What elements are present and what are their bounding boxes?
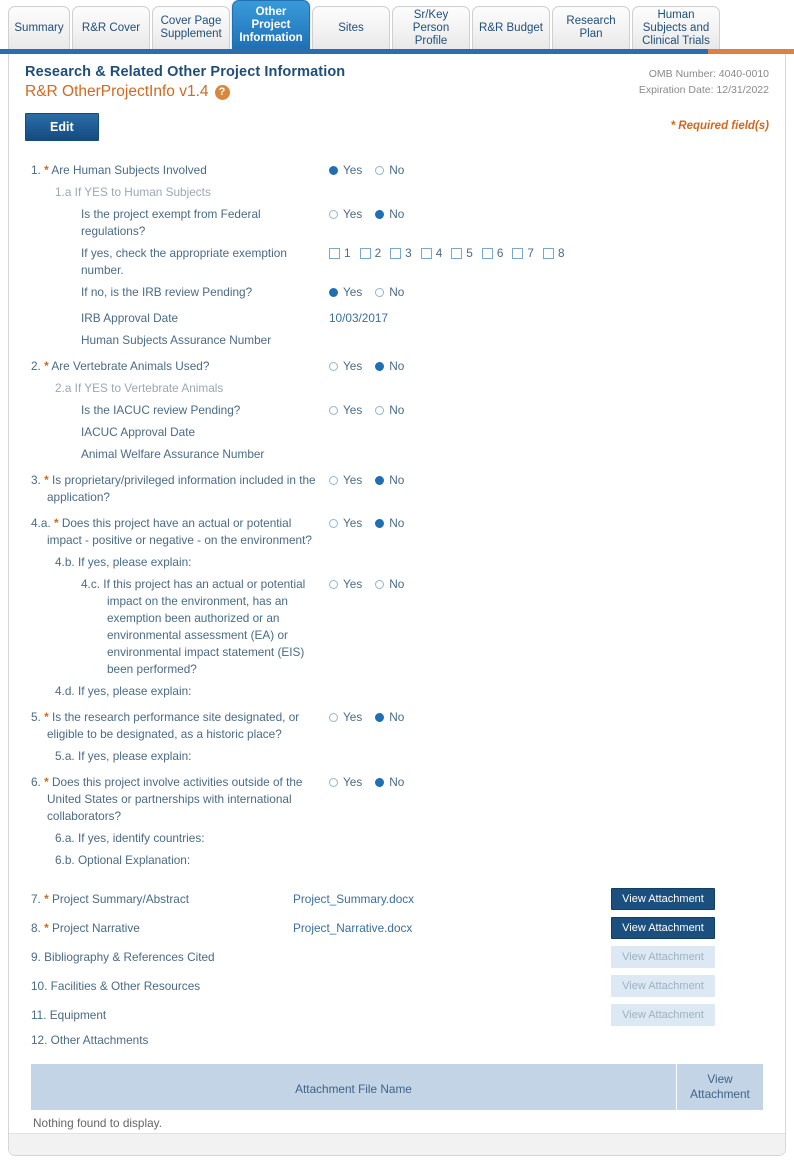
radio-group-iacuc [329, 402, 771, 419]
radio-dot-icon [375, 519, 384, 528]
checkbox-label: 6 [496, 246, 504, 260]
radio-dot-icon [329, 519, 338, 528]
question-4d-label: 4.d. If yes, please explain: [55, 684, 192, 698]
tab-label: R&R Budget [479, 21, 543, 34]
edit-button[interactable]: Edit [25, 113, 99, 141]
tab-label: Research Plan [566, 15, 616, 40]
question-row-animal-welfare [23, 446, 771, 463]
tab-label: Sr/Key Person Profile [412, 8, 450, 47]
radio-dot-icon [375, 476, 384, 485]
column-header-file-name[interactable]: Attachment File Name [31, 1064, 677, 1110]
question-row-exemption-numbers [23, 245, 771, 279]
question-row-5 [23, 709, 771, 743]
attachment-10-label: 10. Facilities & Other Resources [31, 979, 201, 993]
attachment-7-label: 7. * Project Summary/Abstract [31, 892, 190, 906]
checkbox-icon [451, 248, 462, 259]
iacuc-pending-control [321, 402, 771, 419]
checkbox-label: 8 [557, 246, 565, 260]
radio-iacuc-no[interactable] [375, 402, 404, 419]
radio-dot-icon [329, 166, 338, 175]
view-attachment-button-7[interactable]: View Attachment [611, 888, 715, 910]
radio-q3-yes[interactable] [329, 472, 362, 489]
checkbox-exemption-6[interactable] [482, 245, 504, 262]
radio-q6-yes[interactable] [329, 774, 362, 791]
radio-group-q3 [329, 472, 771, 489]
radio-dot-icon [329, 210, 338, 219]
radio-label: Yes [343, 207, 363, 221]
radio-q6-no[interactable] [375, 774, 404, 791]
question-4a-control [321, 515, 771, 532]
attachment-row-10 [23, 972, 771, 1000]
radio-label: No [389, 775, 405, 789]
question-6-label: 6. * Does this project involve activities outside of the United States or partnerships with international collaborators? [31, 775, 303, 823]
radio-q1-yes[interactable] [329, 162, 362, 179]
form-body [9, 141, 785, 1130]
question-row-2 [23, 358, 771, 375]
attachment-7-file[interactable]: Project_Summary.docx [293, 892, 415, 906]
radio-label: No [389, 577, 405, 591]
checkbox-icon [329, 248, 340, 259]
question-4c-control [321, 576, 771, 593]
tab-label: Other Project Information [239, 5, 303, 44]
checkbox-icon [512, 248, 523, 259]
checkbox-icon [482, 248, 493, 259]
rule-blue-segment [0, 49, 708, 54]
question-row-6b [23, 852, 771, 869]
question-2a-label: 2.a If YES to Vertebrate Animals [55, 381, 224, 395]
question-row-1 [23, 162, 771, 179]
checkbox-group-exemption [329, 245, 771, 262]
radio-q4c-no[interactable] [375, 576, 404, 593]
radio-label: Yes [343, 285, 363, 299]
attachment-11-label: 11. Equipment [31, 1008, 107, 1022]
checkbox-label: 4 [435, 246, 443, 260]
irb-approval-date-label: IRB Approval Date [81, 311, 179, 325]
tab-label: Cover Page Supplement [160, 15, 222, 40]
checkbox-icon [421, 248, 432, 259]
radio-dot-icon [375, 362, 384, 371]
radio-dot-icon [329, 778, 338, 787]
view-attachment-button-8[interactable]: View Attachment [611, 917, 715, 939]
question-row-5a [23, 748, 771, 765]
radio-label: No [389, 207, 405, 221]
radio-label: No [389, 163, 405, 177]
checkbox-icon [390, 248, 401, 259]
checkbox-exemption-8[interactable] [543, 245, 565, 262]
radio-irb-yes[interactable] [329, 284, 362, 301]
iacuc-pending-label: Is the IACUC review Pending? [81, 403, 241, 417]
radio-dot-icon [329, 362, 338, 371]
question-row-6 [23, 774, 771, 825]
question-row-6a [23, 830, 771, 847]
radio-group-q2 [329, 358, 771, 375]
checkbox-label: 3 [405, 246, 412, 260]
radio-q5-no[interactable] [375, 709, 404, 726]
attachment-9-label: 9. Bibliography & References Cited [31, 950, 215, 964]
omb-number: OMB Number: 4040-0010 [648, 68, 769, 80]
checkbox-label: 2 [374, 246, 382, 260]
view-attachment-button-9: View Attachment [611, 946, 715, 968]
radio-q3-no[interactable] [375, 472, 404, 489]
tab-sr-key-person-profile[interactable] [392, 6, 470, 50]
radio-q1-no[interactable] [375, 162, 404, 179]
radio-dot-icon [375, 166, 384, 175]
iacuc-approval-date-label: IACUC Approval Date [81, 425, 196, 439]
tab-label: Sites [338, 21, 364, 34]
checkbox-exemption-3[interactable] [390, 245, 412, 262]
question-row-iacuc-pending [23, 402, 771, 419]
tab-sites[interactable] [312, 6, 390, 50]
radio-dot-icon [329, 713, 338, 722]
question-row-1a [23, 184, 771, 201]
question-2-label: 2. * Are Vertebrate Animals Used? [31, 359, 210, 373]
checkbox-label: 1 [344, 246, 351, 260]
radio-dot-icon [375, 210, 384, 219]
attachment-row-8 [23, 914, 771, 942]
human-subjects-assurance-label: Human Subjects Assurance Number [81, 333, 272, 347]
view-attachment-button-10: View Attachment [611, 975, 715, 997]
expiration-date: Expiration Date: 12/31/2022 [638, 84, 769, 96]
question-4b-label: 4.b. If yes, please explain: [55, 555, 192, 569]
radio-group-q4c [329, 576, 771, 593]
animal-welfare-assurance-label: Animal Welfare Assurance Number [81, 447, 265, 461]
question-row-irb-date [23, 310, 771, 327]
question-5a-label: 5.a. If yes, please explain: [55, 749, 192, 763]
tab-rr-budget[interactable] [472, 6, 550, 50]
radio-exempt-yes[interactable] [329, 206, 362, 223]
radio-exempt-no[interactable] [375, 206, 404, 223]
question-row-3 [23, 472, 771, 506]
checkbox-icon [543, 248, 554, 259]
question-row-4d [23, 683, 771, 700]
omb-info [639, 66, 769, 98]
radio-dot-icon [375, 713, 384, 722]
attachments-spacer [23, 871, 771, 885]
checkbox-exemption-2[interactable] [360, 245, 382, 262]
attachment-row-11 [23, 1001, 771, 1029]
question-1a-label: 1.a If YES to Human Subjects [55, 185, 211, 199]
radio-label: No [389, 473, 405, 487]
attachment-8-label: 8. * Project Narrative [31, 921, 140, 935]
radio-label: Yes [343, 775, 363, 789]
question-row-irb-pending [23, 284, 771, 301]
tab-underline-rule [0, 49, 794, 54]
radio-label: Yes [343, 163, 363, 177]
radio-q4a-no[interactable] [375, 515, 404, 532]
radio-dot-icon [329, 476, 338, 485]
radio-label: No [389, 516, 405, 530]
checkbox-label: 7 [527, 246, 534, 260]
radio-iacuc-yes[interactable] [329, 402, 362, 419]
radio-label: Yes [343, 403, 363, 417]
question-6-control [321, 774, 771, 791]
form-panel [8, 50, 786, 1156]
checkbox-exemption-1[interactable] [329, 245, 351, 262]
radio-dot-icon [329, 580, 338, 589]
exempt-label: Is the project exempt from Federal regulations? [81, 207, 261, 238]
question-row-exempt [23, 206, 771, 240]
exemption-number-label: If yes, check the appropriate exemption number. [81, 246, 287, 277]
radio-group-q1 [329, 162, 771, 179]
rule-orange-segment [708, 49, 794, 54]
attachment-row-7 [23, 885, 771, 913]
form-name-text: R&R OtherProjectInfo v1.4 [25, 83, 209, 100]
checkbox-exemption-4[interactable] [421, 245, 443, 262]
column-header-view-attachment: View Attachment [690, 1072, 750, 1101]
radio-dot-icon [375, 406, 384, 415]
page-title: Research & Related Other Project Information [25, 64, 346, 80]
question-6a-label: 6.a. If yes, identify countries: [55, 831, 205, 845]
radio-dot-icon [329, 406, 338, 415]
radio-group-q6 [329, 774, 771, 791]
tab-label: Summary [14, 21, 64, 34]
question-row-4b [23, 554, 771, 571]
exempt-control [321, 206, 771, 223]
question-row-iacuc-date [23, 424, 771, 441]
radio-group-exempt [329, 206, 771, 223]
radio-label: Yes [343, 577, 363, 591]
radio-dot-icon [375, 580, 384, 589]
radio-label: No [389, 285, 405, 299]
question-2-control [321, 358, 771, 375]
attachment-row-12 [23, 1030, 771, 1050]
radio-label: Yes [343, 710, 363, 724]
question-5-control [321, 709, 771, 726]
tab-label: Human Subjects and Clinical Trials [642, 8, 710, 47]
radio-group-q4a [329, 515, 771, 532]
attachments-table [31, 1064, 763, 1130]
question-row-hs-assurance [23, 332, 771, 349]
attachment-12-label: 12. Other Attachments [31, 1033, 149, 1047]
radio-group-irb [329, 284, 771, 301]
question-1-label: 1. * Are Human Subjects Involved [31, 163, 207, 177]
irb-pending-label: If no, is the IRB review Pending? [81, 285, 253, 299]
tab-cover-page-supplement[interactable] [152, 6, 230, 50]
radio-q4a-yes[interactable] [329, 515, 362, 532]
question-3-control [321, 472, 771, 489]
view-attachment-button-11: View Attachment [611, 1004, 715, 1026]
radio-q2-yes[interactable] [329, 358, 362, 375]
question-row-4a [23, 515, 771, 549]
checkbox-exemption-5[interactable] [451, 245, 473, 262]
tab-summary[interactable] [8, 6, 70, 50]
radio-dot-icon [375, 778, 384, 787]
question-1-control [321, 162, 771, 179]
table-empty-message: Nothing found to display. [33, 1116, 162, 1130]
required-fields-note: * Required field(s) [670, 120, 769, 132]
tab-label: R&R Cover [81, 21, 141, 34]
help-icon[interactable]: ? [215, 85, 230, 100]
attachment-row-9 [23, 943, 771, 971]
irb-pending-control [321, 284, 771, 301]
attachment-8-file[interactable]: Project_Narrative.docx [293, 921, 413, 935]
checkbox-exemption-7[interactable] [512, 245, 534, 262]
radio-label: No [389, 359, 405, 373]
radio-label: Yes [343, 359, 363, 373]
panel-footer-bar [9, 1133, 785, 1155]
exemption-number-control [321, 245, 771, 262]
question-4c-label: 4.c. If this project has an actual or potential impact on the environment, has an exemption been authorized or an environmental assessment (EA) or environmental impact statement (EIS) been performed? [81, 577, 306, 676]
question-3-label: 3. * Is proprietary/privileged information included in the application? [31, 473, 316, 504]
question-4a-label: 4.a. * Does this project have an actual or potential impact - positive or negative - on the environment? [31, 516, 312, 547]
question-row-2a [23, 380, 771, 397]
tab-research-plan[interactable] [552, 6, 630, 50]
radio-label: Yes [343, 473, 363, 487]
radio-q2-no[interactable] [375, 358, 404, 375]
irb-approval-date-value: 10/03/2017 [329, 311, 389, 325]
form-header [9, 62, 785, 141]
radio-q4c-yes[interactable] [329, 576, 362, 593]
tab-bar [0, 0, 794, 50]
radio-dot-icon [375, 288, 384, 297]
radio-label: No [389, 710, 405, 724]
radio-label: Yes [343, 516, 363, 530]
radio-group-q5 [329, 709, 771, 726]
question-row-4c [23, 576, 771, 678]
tab-human-subjects-and-clinical-trials[interactable] [632, 6, 720, 50]
radio-dot-icon [329, 288, 338, 297]
radio-label: No [389, 403, 405, 417]
radio-irb-no[interactable] [375, 284, 404, 301]
table-header-row [31, 1064, 763, 1110]
radio-q5-yes[interactable] [329, 709, 362, 726]
checkbox-label: 5 [466, 246, 473, 260]
tab-rr-cover[interactable] [72, 6, 150, 50]
question-5-label: 5. * Is the research performance site designated, or eligible to be designated, as a historic place? [31, 710, 300, 741]
checkbox-icon [360, 248, 371, 259]
question-6b-label: 6.b. Optional Explanation: [55, 853, 191, 867]
tab-other-project-information[interactable] [232, 0, 310, 50]
